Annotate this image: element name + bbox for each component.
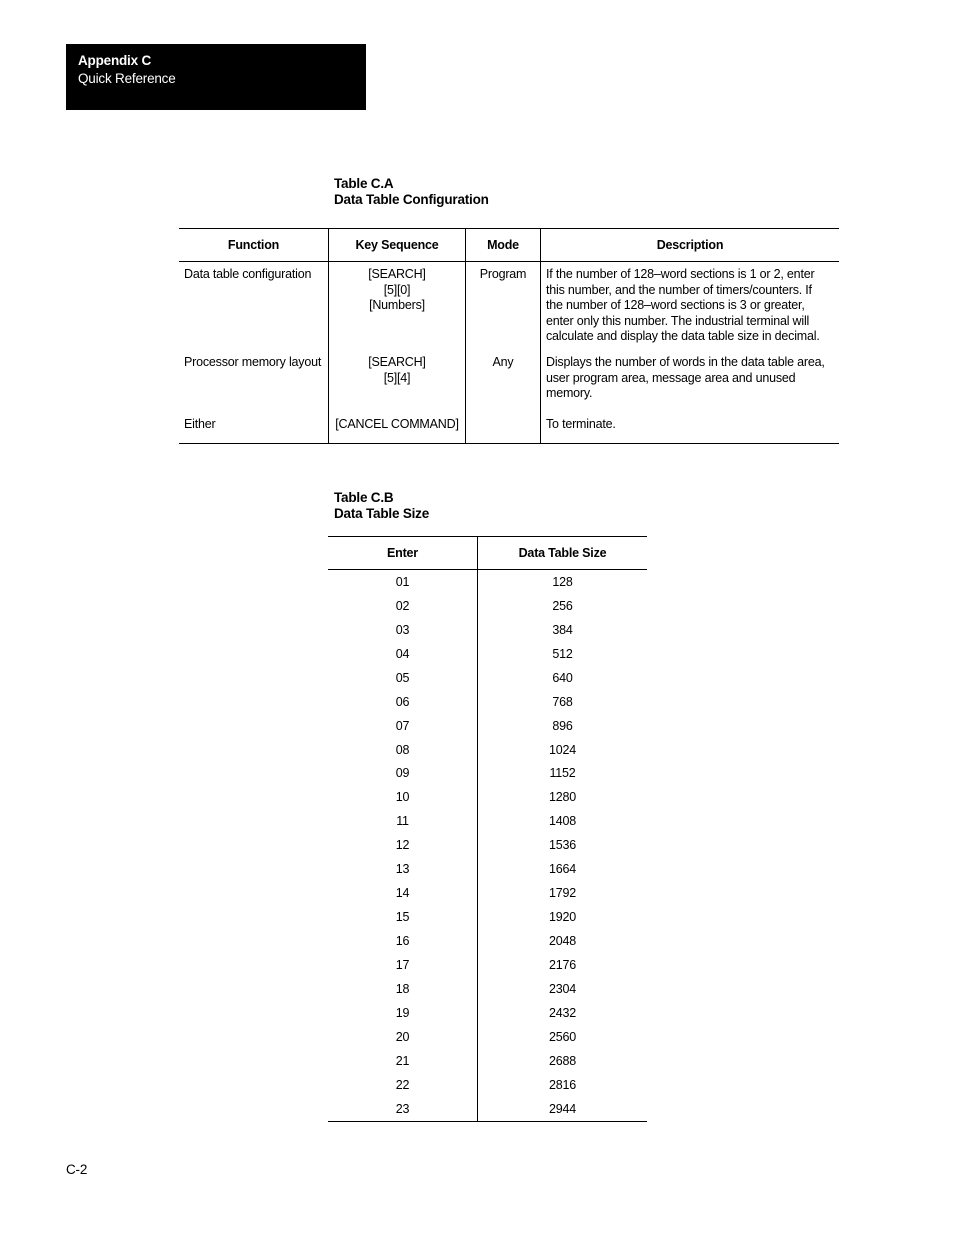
- enter-cell: 01: [328, 570, 478, 594]
- mode-cell: Any: [466, 355, 541, 417]
- key-sequence-cell: [329, 355, 466, 417]
- enter-cell: 22: [328, 1073, 478, 1097]
- page-number: C-2: [66, 1162, 88, 1177]
- data-table-size-cell: 256: [552, 598, 573, 613]
- appendix-label: Appendix C: [78, 53, 152, 68]
- enter-cell: 14: [328, 881, 478, 905]
- enter-cell: 03: [328, 618, 478, 642]
- enter-cell: 18: [328, 977, 478, 1001]
- data-table-size-cell: 1280: [548, 790, 576, 805]
- table-a-caption: [334, 176, 489, 208]
- data-table-size-cell: 1536: [548, 838, 576, 853]
- key-sequence-line: [CANCEL COMMAND]: [335, 417, 459, 431]
- table-row: [328, 1049, 647, 1073]
- function-cell: Processor memory layout: [179, 355, 329, 417]
- column-header-data-table-size: Data Table Size: [478, 537, 648, 570]
- column-header-mode: Mode: [466, 229, 541, 262]
- table-row: [328, 953, 647, 977]
- key-sequence-line: [SEARCH]: [368, 355, 426, 369]
- data-table-size-cell: 896: [552, 718, 573, 733]
- enter-cell: 10: [328, 785, 478, 809]
- data-table-size-cell: 2176: [548, 957, 576, 972]
- table-row: [328, 1001, 647, 1025]
- enter-cell: 20: [328, 1025, 478, 1049]
- table-b-number: Table C.B: [334, 490, 394, 505]
- table-row: [328, 833, 647, 857]
- data-table-size-cell: 1664: [548, 862, 576, 877]
- key-sequence-line: [Numbers]: [369, 298, 425, 313]
- table-b-body: [328, 570, 647, 1122]
- data-table-size-cell: 2944: [478, 1097, 648, 1121]
- table-b-header-row: [328, 537, 647, 570]
- table-row: [328, 738, 647, 762]
- table-row: [328, 809, 647, 833]
- data-table-size-cell: 1920: [548, 910, 576, 925]
- enter-cell: 17: [328, 953, 478, 977]
- table-row: [328, 714, 647, 738]
- table-a-title: Data Table Configuration: [334, 192, 489, 207]
- enter-cell: 02: [328, 594, 478, 618]
- data-table-size-cell: 2816: [548, 1077, 576, 1092]
- enter-cell: 21: [328, 1049, 478, 1073]
- table-row: [179, 262, 839, 356]
- enter-cell: 12: [328, 833, 478, 857]
- table-a-header-row: [179, 229, 839, 262]
- enter-cell: 07: [328, 714, 478, 738]
- column-header-enter: Enter: [328, 537, 478, 570]
- table-row: [328, 618, 647, 642]
- enter-cell: 04: [328, 642, 478, 666]
- function-cell: Data table configuration: [179, 262, 329, 356]
- column-header-key-sequence: Key Sequence: [329, 229, 466, 262]
- data-table-size-cell: 2688: [548, 1053, 576, 1068]
- table-row: [328, 977, 647, 1001]
- data-table-size-cell: 640: [552, 670, 573, 685]
- key-sequence-line: [5][0]: [383, 282, 411, 297]
- data-table-size-cell: 2432: [548, 1005, 576, 1020]
- table-row: [328, 785, 647, 809]
- table-row: [179, 355, 839, 417]
- description-cell: To terminate.: [541, 417, 840, 444]
- table-row: [328, 881, 647, 905]
- table-row: [328, 905, 647, 929]
- table-row: [328, 929, 647, 953]
- enter-cell: 15: [328, 905, 478, 929]
- enter-cell: 06: [328, 690, 478, 714]
- table-row: [328, 1073, 647, 1097]
- mode-cell: [466, 417, 541, 444]
- data-table-size-cell: 1024: [548, 742, 576, 757]
- data-table-size-cell: 2560: [548, 1029, 576, 1044]
- data-table-size-cell: 1408: [548, 814, 576, 829]
- data-table-size-table: [328, 536, 647, 1122]
- data-table-size-cell: 1792: [548, 886, 576, 901]
- appendix-subtitle: Quick Reference: [78, 71, 176, 86]
- key-sequence-line: [SEARCH]: [368, 267, 426, 281]
- table-row: [179, 417, 839, 444]
- key-sequence-cell: [329, 262, 466, 356]
- key-sequence-cell: [329, 417, 466, 444]
- enter-cell: 23: [328, 1097, 478, 1121]
- key-sequence-line: [5][4]: [383, 370, 411, 385]
- column-header-description: Description: [541, 229, 840, 262]
- description-cell: Displays the number of words in the data table area, user program area, message area and unused memory.: [546, 355, 825, 401]
- function-cell: Either: [179, 417, 329, 444]
- table-row: [328, 642, 647, 666]
- data-table-size-cell: 512: [552, 646, 573, 661]
- table-row: [328, 690, 647, 714]
- enter-cell: 05: [328, 666, 478, 690]
- mode-cell: Program: [466, 262, 541, 356]
- table-row: [328, 570, 647, 594]
- data-table-size-cell: 768: [552, 694, 573, 709]
- table-row: [328, 594, 647, 618]
- description-cell: If the number of 128–word sections is 1 or 2, enter this number, and the number of timers/counters. If the number of 128–word sections is 3 or greater, enter only this number. The industrial terminal will calculate and display the data table size in decimal.: [546, 267, 820, 344]
- enter-cell: 19: [328, 1001, 478, 1025]
- table-b-title: Data Table Size: [334, 506, 430, 521]
- data-table-size-cell: 2304: [548, 981, 576, 996]
- data-table-size-cell: 2048: [548, 934, 576, 949]
- data-table-size-cell: 128: [552, 574, 573, 589]
- table-row: [328, 666, 647, 690]
- column-header-function: Function: [179, 229, 329, 262]
- table-row: [328, 762, 647, 786]
- enter-cell: 08: [328, 738, 478, 762]
- data-table-size-cell: 1152: [549, 766, 576, 781]
- enter-cell: 16: [328, 929, 478, 953]
- chapter-header: [66, 44, 366, 110]
- table-row: [328, 857, 647, 881]
- enter-cell: 13: [328, 857, 478, 881]
- enter-cell: 09: [328, 762, 478, 786]
- table-row: [328, 1097, 647, 1121]
- data-table-size-cell: 384: [552, 622, 573, 637]
- table-b-caption: [334, 490, 429, 522]
- table-row: [328, 1025, 647, 1049]
- data-table-configuration-table: [179, 228, 839, 444]
- enter-cell: 11: [328, 809, 478, 833]
- table-a-number: Table C.A: [334, 176, 394, 191]
